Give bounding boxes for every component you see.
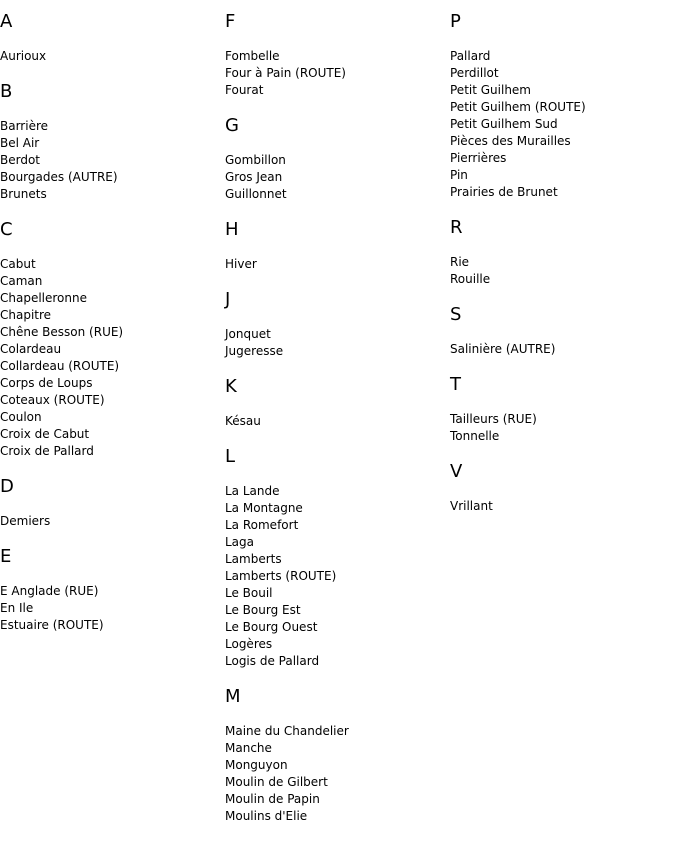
letter-group bbox=[450, 374, 675, 445]
place-list bbox=[0, 118, 225, 203]
letter-group bbox=[450, 461, 675, 515]
place-link[interactable]: Collardeau (ROUTE) bbox=[0, 359, 120, 373]
letter-heading: H bbox=[225, 219, 239, 240]
place-link[interactable]: Monguyon bbox=[225, 758, 288, 772]
place-link[interactable]: Le Bourg Est bbox=[225, 603, 301, 617]
place-link[interactable]: Lamberts (ROUTE) bbox=[225, 569, 337, 583]
place-link[interactable]: Petit Guilhem Sud bbox=[450, 117, 558, 131]
letter-group bbox=[225, 11, 450, 99]
place-link[interactable]: Rie bbox=[450, 255, 470, 269]
letter-group bbox=[450, 11, 675, 201]
letter-group bbox=[0, 11, 225, 65]
letter-heading: R bbox=[450, 217, 463, 238]
place-link[interactable]: Coteaux (ROUTE) bbox=[0, 393, 105, 407]
letter-group bbox=[450, 217, 675, 288]
place-link[interactable]: Bel Air bbox=[0, 136, 40, 150]
place-link[interactable]: Perdillot bbox=[450, 66, 499, 80]
place-link[interactable]: Chapitre bbox=[0, 308, 52, 322]
place-link[interactable]: Petit Guilhem bbox=[450, 83, 531, 97]
place-link[interactable]: Berdot bbox=[0, 153, 41, 167]
place-link[interactable]: Estuaire (ROUTE) bbox=[0, 618, 104, 632]
place-list bbox=[225, 256, 450, 273]
place-link[interactable]: Coulon bbox=[0, 410, 42, 424]
letter-heading: E bbox=[0, 546, 12, 567]
place-link[interactable]: Fombelle bbox=[225, 49, 280, 63]
letter-heading: J bbox=[225, 289, 231, 310]
letter-group bbox=[0, 219, 225, 460]
place-link[interactable]: Caman bbox=[0, 274, 43, 288]
place-link[interactable]: Gros Jean bbox=[225, 170, 283, 184]
letter-group bbox=[225, 446, 450, 670]
place-link[interactable]: Le Bouil bbox=[225, 586, 273, 600]
letter-group bbox=[225, 376, 450, 430]
letter-heading: A bbox=[0, 11, 13, 32]
place-list bbox=[450, 411, 675, 445]
place-list bbox=[0, 583, 225, 634]
place-list bbox=[225, 723, 450, 825]
letter-heading: B bbox=[0, 81, 13, 102]
place-link[interactable]: Pierrières bbox=[450, 151, 507, 165]
index-column-2 bbox=[225, 0, 450, 825]
place-link[interactable]: En Ile bbox=[0, 601, 34, 615]
place-link[interactable]: E Anglade (RUE) bbox=[0, 584, 99, 598]
letter-group bbox=[225, 686, 450, 825]
place-link[interactable]: Pièces des Murailles bbox=[450, 134, 571, 148]
place-link[interactable]: Késau bbox=[225, 414, 261, 428]
letter-heading: M bbox=[225, 686, 241, 707]
place-link[interactable]: Le Bourg Ouest bbox=[225, 620, 318, 634]
place-link[interactable]: Demiers bbox=[0, 514, 51, 528]
place-link[interactable]: Hiver bbox=[225, 257, 257, 271]
place-link[interactable]: Petit Guilhem (ROUTE) bbox=[450, 100, 586, 114]
place-link[interactable]: La Lande bbox=[225, 484, 280, 498]
place-list bbox=[225, 483, 450, 670]
place-link[interactable]: Rouille bbox=[450, 272, 491, 286]
place-list bbox=[450, 48, 675, 201]
place-link[interactable]: Colardeau bbox=[0, 342, 62, 356]
letter-heading: L bbox=[225, 446, 236, 467]
place-link[interactable]: Barrière bbox=[0, 119, 49, 133]
letter-heading: G bbox=[225, 115, 239, 136]
letter-heading: D bbox=[0, 476, 14, 497]
place-link[interactable]: Pin bbox=[450, 168, 468, 182]
letter-group bbox=[225, 115, 450, 203]
place-link[interactable]: Moulin de Papin bbox=[225, 792, 320, 806]
place-list bbox=[225, 152, 450, 203]
place-link[interactable]: Lamberts bbox=[225, 552, 282, 566]
letter-group bbox=[225, 219, 450, 273]
place-link[interactable]: Prairies de Brunet bbox=[450, 185, 558, 199]
place-link[interactable]: Vrillant bbox=[450, 499, 493, 513]
place-link[interactable]: Cabut bbox=[0, 257, 36, 271]
place-link[interactable]: Brunets bbox=[0, 187, 47, 201]
place-list bbox=[450, 498, 675, 515]
place-link[interactable]: Bourgades (AUTRE) bbox=[0, 170, 118, 184]
place-list bbox=[0, 513, 225, 530]
place-link[interactable]: Gombillon bbox=[225, 153, 286, 167]
place-link[interactable]: Chêne Besson (RUE) bbox=[0, 325, 124, 339]
place-link[interactable]: Four à Pain (ROUTE) bbox=[225, 66, 346, 80]
place-link[interactable]: Corps de Loups bbox=[0, 376, 93, 390]
place-list bbox=[0, 48, 225, 65]
place-link[interactable]: Pallard bbox=[450, 49, 491, 63]
place-link[interactable]: Maine du Chandelier bbox=[225, 724, 349, 738]
place-link[interactable]: Chapelleronne bbox=[0, 291, 87, 305]
place-link[interactable]: Logis de Pallard bbox=[225, 654, 320, 668]
place-link[interactable]: Laga bbox=[225, 535, 255, 549]
letter-heading: T bbox=[450, 374, 461, 395]
letter-heading: V bbox=[450, 461, 463, 482]
place-link[interactable]: Croix de Cabut bbox=[0, 427, 90, 441]
place-link[interactable]: Guillonnet bbox=[225, 187, 287, 201]
place-link[interactable]: Tailleurs (RUE) bbox=[450, 412, 537, 426]
place-link[interactable]: Manche bbox=[225, 741, 272, 755]
place-link[interactable]: Moulin de Gilbert bbox=[225, 775, 328, 789]
place-link[interactable]: Jugeresse bbox=[225, 344, 284, 358]
letter-group bbox=[0, 476, 225, 530]
place-link[interactable]: Jonquet bbox=[225, 327, 271, 341]
letter-heading: P bbox=[450, 11, 461, 32]
letter-heading: S bbox=[450, 304, 462, 325]
place-link[interactable]: Aurioux bbox=[0, 49, 47, 63]
letter-heading: C bbox=[0, 219, 13, 240]
letter-group bbox=[450, 304, 675, 358]
place-link[interactable]: Logères bbox=[225, 637, 273, 651]
index-column-1 bbox=[0, 0, 225, 634]
letter-heading: K bbox=[225, 376, 237, 397]
place-link[interactable]: Moulins d'Elie bbox=[225, 809, 308, 823]
index-column-3 bbox=[450, 0, 675, 515]
letter-heading: F bbox=[225, 11, 236, 32]
place-link[interactable]: Croix de Pallard bbox=[0, 444, 94, 458]
place-link[interactable]: Salinière (AUTRE) bbox=[450, 342, 556, 356]
place-list bbox=[450, 341, 675, 358]
place-list bbox=[450, 254, 675, 288]
place-link[interactable]: La Romefort bbox=[225, 518, 299, 532]
place-list bbox=[225, 413, 450, 430]
place-link[interactable]: Fourat bbox=[225, 83, 264, 97]
letter-group bbox=[0, 81, 225, 203]
place-list bbox=[225, 326, 450, 360]
place-link[interactable]: La Montagne bbox=[225, 501, 303, 515]
place-list bbox=[0, 256, 225, 460]
place-list bbox=[225, 48, 450, 99]
place-link[interactable]: Tonnelle bbox=[450, 429, 500, 443]
letter-group bbox=[0, 546, 225, 634]
letter-group bbox=[225, 289, 450, 360]
